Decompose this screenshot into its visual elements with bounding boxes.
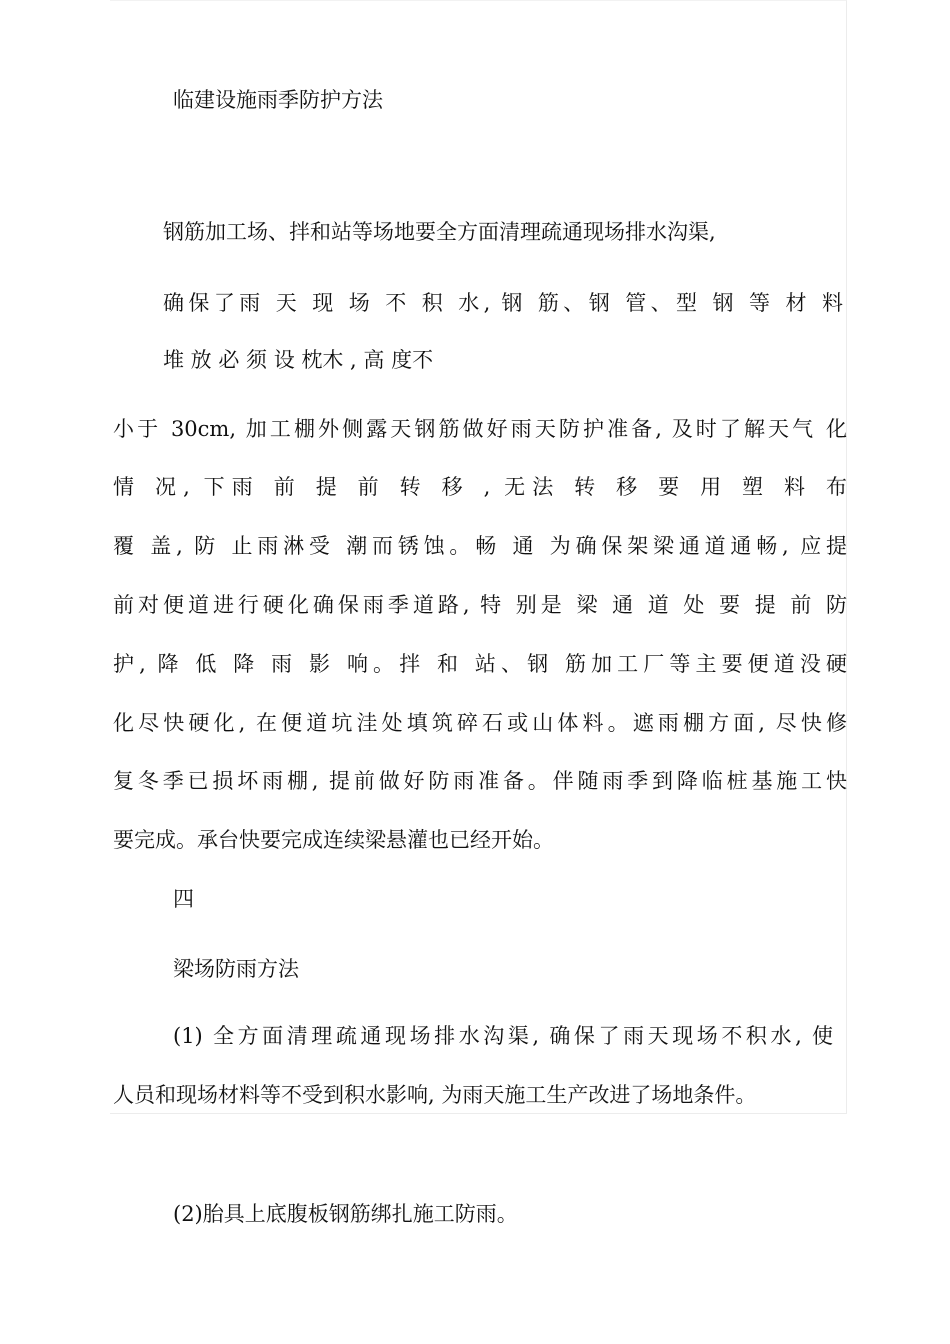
paragraph-line: 情 况, 下雨 前 提 前 转 移 , 无法 转 移 要 用 塑 料 布 <box>113 475 847 499</box>
list-item-2: (2)胎具上底腹板钢筋绑扎施工防雨。 <box>173 1202 518 1226</box>
paragraph-line: 堆 放 必 须 设 枕木 , 高 度不 <box>163 348 434 372</box>
list-item-1-line: (1) 全方面清理疏通现场排水沟渠, 确保了雨天现场不积水, 使 <box>173 1024 833 1048</box>
paragraph-line: 化尽快硬化, 在便道坑洼处填筑碎石或山体料。遮雨棚方面, 尽快修 <box>113 711 847 735</box>
list-item-1-line: 人员和现场材料等不受到积水影响, 为雨天施工生产改进了场地条件。 <box>113 1083 757 1107</box>
paragraph-line: 小于 30cm, 加工棚外侧露天钢筋做好雨天防护准备, 及时了解天气 化 <box>113 417 847 441</box>
paragraph-line: 复冬季已损坏雨棚, 提前做好防雨准备。伴随雨季到降临桩基施工快 <box>113 769 847 793</box>
section-title: 梁场防雨方法 <box>173 957 299 981</box>
paragraph-line: 确保了雨 天 现 场 不 积 水, 钢 筋、钢 管、型 钢 等 材 料 <box>163 291 843 315</box>
paragraph-line: 钢筋加工场、拌和站等场地要全方面清理疏通现场排水沟渠, <box>163 220 716 244</box>
paragraph-line: 护, 降 低 降 雨 影 响。拌 和 站、钢 筋加工厂等主要便道没硬 <box>113 652 847 676</box>
paragraph-line: 前对便道进行硬化确保雨季道路, 特 别是 梁 通 道 处 要 提 前 防 <box>113 593 847 617</box>
section-number: 四 <box>173 887 194 911</box>
paragraph-line: 覆 盖, 防 止雨淋受 潮而锈蚀。畅 通 为确保架梁通道通畅, 应提 <box>113 534 847 558</box>
paragraph-line: 要完成。承台快要完成连续梁悬灌也已经开始。 <box>113 828 554 852</box>
heading-temporary-facilities: 临建设施雨季防护方法 <box>173 88 383 112</box>
